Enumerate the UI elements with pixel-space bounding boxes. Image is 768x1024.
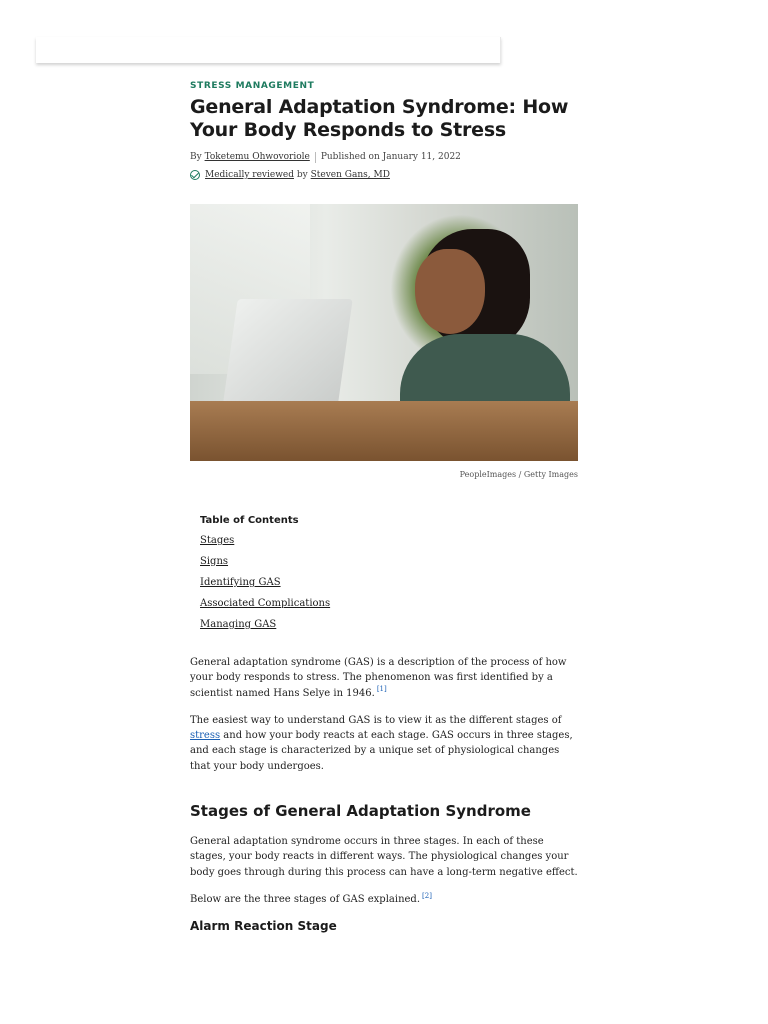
byline-by: By bbox=[190, 152, 202, 162]
section-heading-stages: Stages of General Adaptation Syndrome bbox=[190, 802, 531, 821]
citation-1[interactable]: [1] bbox=[376, 685, 387, 694]
intro-paragraph-2 bbox=[190, 713, 578, 774]
intro-p1-text: General adaptation syndrome (GAS) is a description of the process of how your body responds to stress. The phenomenon was first identified by a scientist named Hans Selye in 1946. bbox=[190, 657, 567, 699]
toc-item bbox=[200, 577, 578, 589]
toc-link-identifying[interactable]: Identifying GAS bbox=[200, 577, 281, 588]
intro-p2-after: and how your body reacts at each stage. GAS occurs in three stages, and each stage is characterized by a unique set of physiological changes that your body undergoes. bbox=[190, 730, 573, 772]
intro-p2-before: The easiest way to understand GAS is to view it as the different stages of bbox=[190, 714, 562, 726]
category-label[interactable]: STRESS MANAGEMENT bbox=[190, 81, 315, 91]
toc-link-complications[interactable]: Associated Complications bbox=[200, 598, 331, 609]
image-credit: PeopleImages / Getty Images bbox=[459, 470, 578, 479]
reviewer-link[interactable]: Steven Gans, MD bbox=[310, 170, 390, 180]
medical-review bbox=[190, 169, 578, 181]
review-by: by bbox=[296, 170, 308, 180]
subheading-alarm-reaction: Alarm Reaction Stage bbox=[190, 919, 337, 934]
stages-paragraph-2 bbox=[190, 892, 578, 907]
hero-laptop bbox=[222, 299, 352, 409]
toc-link-signs[interactable]: Signs bbox=[200, 556, 229, 567]
byline bbox=[190, 151, 578, 163]
author-link[interactable]: Toketemu Ohwovoriole bbox=[204, 152, 310, 162]
hero-image bbox=[190, 204, 578, 461]
header-bar bbox=[36, 37, 501, 63]
byline-divider bbox=[315, 152, 316, 163]
stages-p2-text: Below are the three stages of GAS explained. bbox=[190, 893, 421, 905]
hero-table bbox=[190, 401, 578, 461]
stress-link[interactable]: stress bbox=[190, 730, 221, 742]
check-badge-icon bbox=[190, 170, 200, 180]
toc-item bbox=[200, 535, 578, 547]
toc-title: Table of Contents bbox=[200, 515, 299, 526]
toc-item bbox=[200, 619, 578, 631]
toc-item bbox=[200, 556, 578, 568]
medically-reviewed-link[interactable]: Medically reviewed bbox=[205, 170, 294, 180]
published-date: Published on January 11, 2022 bbox=[320, 152, 461, 162]
article-title: General Adaptation Syndrome: How Your Body Responds to Stress bbox=[190, 96, 569, 141]
toc-item bbox=[200, 598, 578, 610]
citation-2[interactable]: [2] bbox=[422, 891, 432, 900]
toc-link-managing[interactable]: Managing GAS bbox=[200, 619, 277, 630]
toc-list bbox=[200, 535, 578, 631]
table-of-contents bbox=[190, 515, 578, 631]
hero-person-head bbox=[415, 249, 485, 334]
article bbox=[190, 80, 578, 933]
intro-paragraph-1 bbox=[190, 655, 578, 701]
stages-paragraph-1: General adaptation syndrome occurs in three stages. In each of these stages, your body reacts in different ways. The physiological changes your body goes through during this process can have a long-term negative effect. bbox=[190, 836, 578, 878]
toc-link-stages[interactable]: Stages bbox=[200, 535, 235, 546]
